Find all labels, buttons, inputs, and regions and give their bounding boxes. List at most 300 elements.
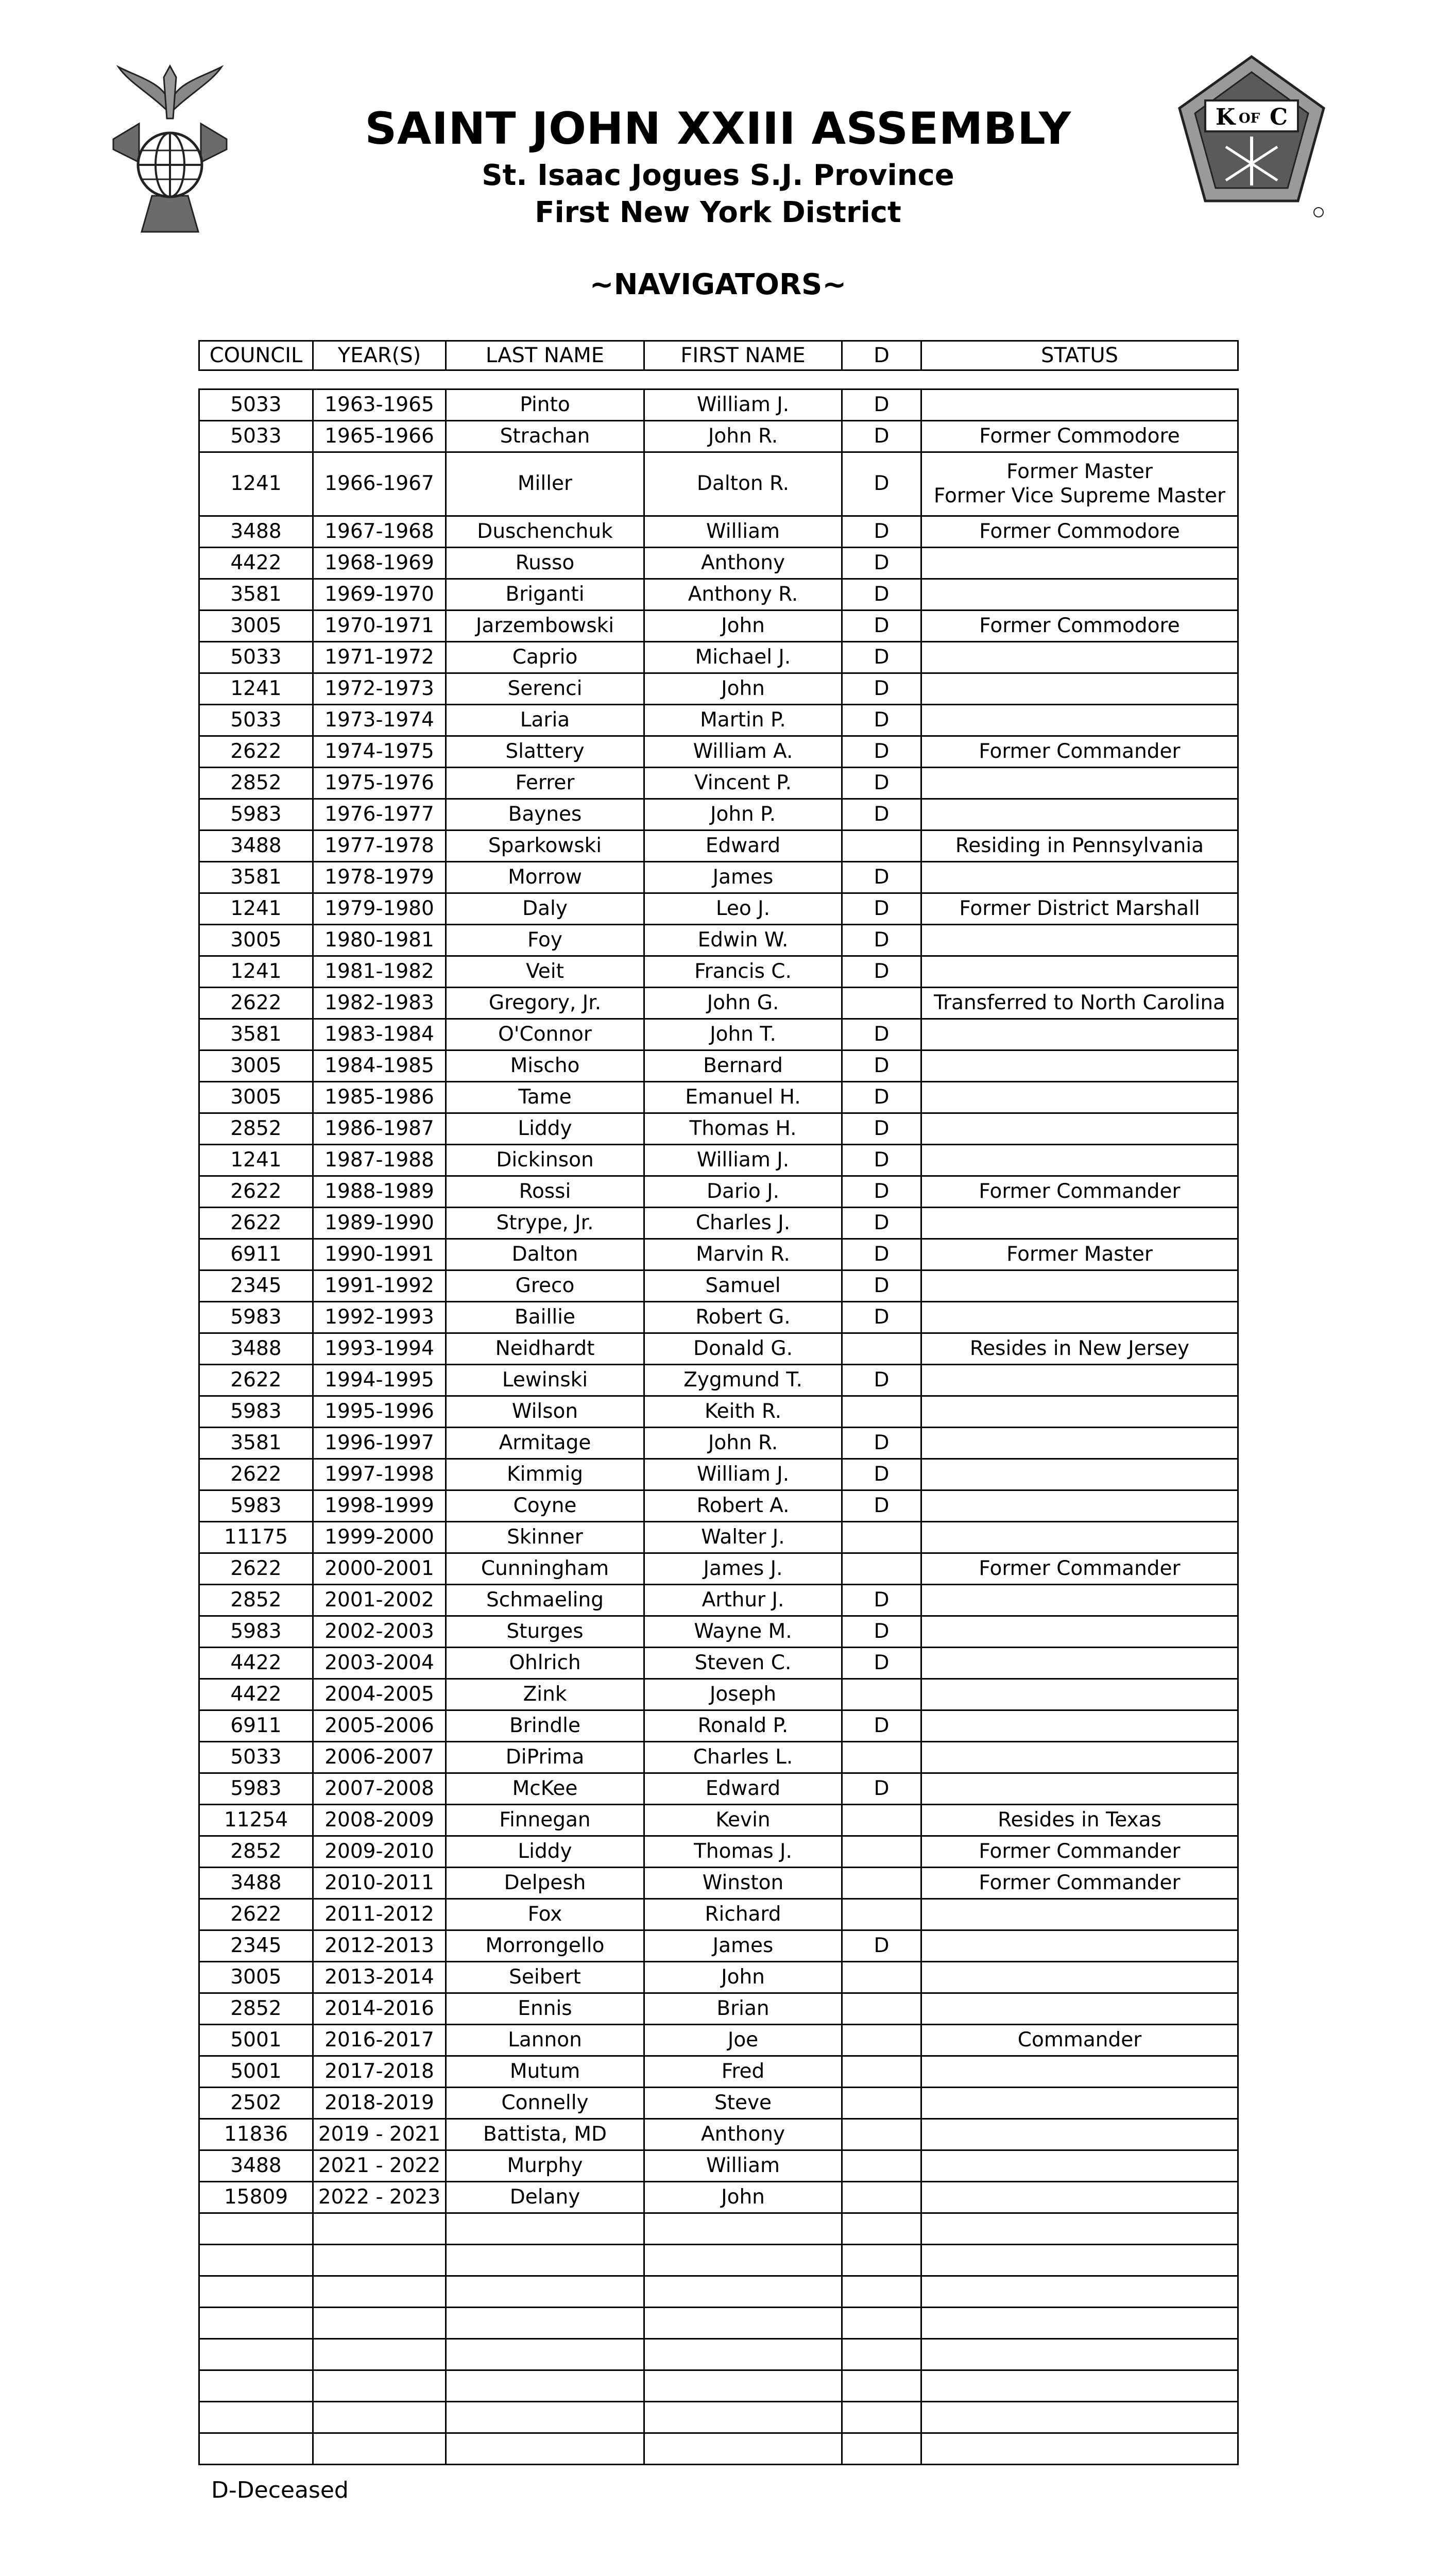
cell-council: 2852 bbox=[199, 768, 313, 799]
cell-council: 2345 bbox=[199, 1930, 313, 1962]
cell-years: 2001-2002 bbox=[313, 1585, 446, 1616]
cell-status bbox=[921, 2370, 1238, 2402]
cell-status bbox=[921, 2245, 1238, 2276]
cell-council: 5983 bbox=[199, 1396, 313, 1428]
cell-deceased bbox=[842, 2025, 921, 2056]
cell-last-name: Tame bbox=[446, 1082, 644, 1113]
cell-status bbox=[921, 579, 1238, 611]
cell-years: 1976-1977 bbox=[313, 799, 446, 831]
cell-last-name: Rossi bbox=[446, 1176, 644, 1208]
cell-last-name bbox=[446, 2402, 644, 2433]
cell-deceased bbox=[842, 1679, 921, 1710]
table-row bbox=[199, 2370, 1238, 2402]
cell-years: 2000-2001 bbox=[313, 1553, 446, 1585]
cell-last-name: Serenci bbox=[446, 673, 644, 705]
cell-years: 1987-1988 bbox=[313, 1145, 446, 1176]
table-row bbox=[199, 1082, 1238, 1113]
cell-deceased: D bbox=[842, 1050, 921, 1082]
cell-last-name: O'Connor bbox=[446, 1019, 644, 1050]
cell-status: Former District Marshall bbox=[921, 893, 1238, 925]
table-row bbox=[199, 1113, 1238, 1145]
cell-deceased: D bbox=[842, 862, 921, 893]
emblem-letter-of: OF bbox=[1239, 111, 1260, 126]
cell-last-name: Dalton bbox=[446, 1239, 644, 1270]
cell-status: Former Commodore bbox=[921, 516, 1238, 548]
table-row bbox=[199, 389, 1238, 421]
table-row bbox=[199, 1836, 1238, 1868]
cell-last-name: Pinto bbox=[446, 389, 644, 421]
cell-first-name: Donald G. bbox=[644, 1333, 842, 1365]
cell-council: 11254 bbox=[199, 1805, 313, 1836]
cell-first-name: Wayne M. bbox=[644, 1616, 842, 1648]
cell-last-name: Gregory, Jr. bbox=[446, 988, 644, 1019]
table-row bbox=[199, 736, 1238, 768]
cell-status bbox=[921, 2308, 1238, 2339]
cell-status bbox=[921, 1585, 1238, 1616]
cell-last-name: Liddy bbox=[446, 1836, 644, 1868]
cell-years bbox=[313, 2213, 446, 2245]
cell-first-name: Edward bbox=[644, 1773, 842, 1805]
cell-council: 3005 bbox=[199, 1082, 313, 1113]
cell-status: Former Commander bbox=[921, 1836, 1238, 1868]
cell-first-name: Richard bbox=[644, 1899, 842, 1930]
cell-status bbox=[921, 1428, 1238, 1459]
cell-last-name bbox=[446, 2276, 644, 2308]
cell-council: 2345 bbox=[199, 1270, 313, 1302]
table-row bbox=[199, 1805, 1238, 1836]
cell-first-name: Brian bbox=[644, 1993, 842, 2025]
table-row bbox=[199, 925, 1238, 956]
table-row bbox=[199, 2150, 1238, 2182]
cell-years: 2010-2011 bbox=[313, 1868, 446, 1899]
cell-first-name: Robert G. bbox=[644, 1302, 842, 1333]
table-row bbox=[199, 1239, 1238, 1270]
cell-years: 2016-2017 bbox=[313, 2025, 446, 2056]
cell-status: Former Commander bbox=[921, 1176, 1238, 1208]
cell-status bbox=[921, 1962, 1238, 1993]
cell-deceased bbox=[842, 2339, 921, 2370]
cell-last-name: Armitage bbox=[446, 1428, 644, 1459]
cell-last-name: McKee bbox=[446, 1773, 644, 1805]
table-row bbox=[199, 2433, 1238, 2465]
table-row bbox=[199, 1270, 1238, 1302]
section-heading: ~NAVIGATORS~ bbox=[589, 268, 847, 301]
cell-first-name: Zygmund T. bbox=[644, 1365, 842, 1396]
district-subtitle: First New York District bbox=[535, 196, 901, 229]
cell-first-name: John T. bbox=[644, 1019, 842, 1050]
cell-last-name: Ferrer bbox=[446, 768, 644, 799]
cell-status bbox=[921, 1365, 1238, 1396]
table-row bbox=[199, 611, 1238, 642]
cell-years bbox=[313, 2402, 446, 2433]
table-row bbox=[199, 2339, 1238, 2370]
cell-status bbox=[921, 1930, 1238, 1962]
table-row bbox=[199, 1868, 1238, 1899]
cell-last-name: Baillie bbox=[446, 1302, 644, 1333]
cell-last-name: Sparkowski bbox=[446, 831, 644, 862]
cell-council: 2852 bbox=[199, 1585, 313, 1616]
cell-first-name bbox=[644, 2213, 842, 2245]
cell-status bbox=[921, 2119, 1238, 2150]
cell-years: 1980-1981 bbox=[313, 925, 446, 956]
table-row bbox=[199, 1710, 1238, 1742]
cell-first-name: Vincent P. bbox=[644, 768, 842, 799]
cell-status: Residing in Pennsylvania bbox=[921, 831, 1238, 862]
cell-status bbox=[921, 1459, 1238, 1490]
cell-council: 2622 bbox=[199, 1208, 313, 1239]
cell-council: 3581 bbox=[199, 1019, 313, 1050]
cell-last-name: Delpesh bbox=[446, 1868, 644, 1899]
cell-last-name: Briganti bbox=[446, 579, 644, 611]
cell-status bbox=[921, 1082, 1238, 1113]
cell-council: 5033 bbox=[199, 705, 313, 736]
cell-last-name bbox=[446, 2339, 644, 2370]
table-row bbox=[199, 831, 1238, 862]
cell-council: 1241 bbox=[199, 673, 313, 705]
cell-years: 2018-2019 bbox=[313, 2088, 446, 2119]
table-row bbox=[199, 1773, 1238, 1805]
cell-first-name bbox=[644, 2276, 842, 2308]
cell-status bbox=[921, 1679, 1238, 1710]
cell-last-name bbox=[446, 2308, 644, 2339]
cell-years: 2014-2016 bbox=[313, 1993, 446, 2025]
cell-deceased: D bbox=[842, 1459, 921, 1490]
cell-first-name: William bbox=[644, 2150, 842, 2182]
table-row bbox=[199, 1962, 1238, 1993]
table-row bbox=[199, 1208, 1238, 1239]
cell-status bbox=[921, 1899, 1238, 1930]
cell-years bbox=[313, 2370, 446, 2402]
navigators-table bbox=[198, 388, 1239, 2465]
cell-last-name: Coyne bbox=[446, 1490, 644, 1522]
cell-deceased bbox=[842, 2308, 921, 2339]
cell-years: 2013-2014 bbox=[313, 1962, 446, 1993]
table-row bbox=[199, 1333, 1238, 1365]
cell-status bbox=[921, 1019, 1238, 1050]
cell-years: 1973-1974 bbox=[313, 705, 446, 736]
cell-deceased bbox=[842, 1868, 921, 1899]
cell-first-name bbox=[644, 2402, 842, 2433]
cell-first-name bbox=[644, 2339, 842, 2370]
cell-last-name: Baynes bbox=[446, 799, 644, 831]
cell-status bbox=[921, 673, 1238, 705]
cell-last-name: Laria bbox=[446, 705, 644, 736]
cell-status: Former Commodore bbox=[921, 421, 1238, 452]
cell-status: Former Commander bbox=[921, 1868, 1238, 1899]
cell-years bbox=[313, 2339, 446, 2370]
cell-council bbox=[199, 2276, 313, 2308]
cell-years: 1997-1998 bbox=[313, 1459, 446, 1490]
cell-last-name: Jarzembowski bbox=[446, 611, 644, 642]
cell-council: 3005 bbox=[199, 1050, 313, 1082]
cell-council bbox=[199, 2370, 313, 2402]
table-row bbox=[199, 1490, 1238, 1522]
table-row bbox=[199, 1428, 1238, 1459]
cell-council: 3581 bbox=[199, 579, 313, 611]
cell-council: 11175 bbox=[199, 1522, 313, 1553]
cell-last-name bbox=[446, 2245, 644, 2276]
cell-last-name: Strachan bbox=[446, 421, 644, 452]
cell-first-name: Martin P. bbox=[644, 705, 842, 736]
cell-deceased: D bbox=[842, 516, 921, 548]
table-row bbox=[199, 2025, 1238, 2056]
cell-last-name: Mutum bbox=[446, 2056, 644, 2088]
table-row bbox=[199, 579, 1238, 611]
cell-last-name: Ennis bbox=[446, 1993, 644, 2025]
cell-last-name: Connelly bbox=[446, 2088, 644, 2119]
cell-status bbox=[921, 1773, 1238, 1805]
cell-council bbox=[199, 2213, 313, 2245]
cell-first-name: Samuel bbox=[644, 1270, 842, 1302]
cell-council: 1241 bbox=[199, 1145, 313, 1176]
cell-last-name: Mischo bbox=[446, 1050, 644, 1082]
table-row bbox=[199, 1522, 1238, 1553]
cell-first-name: Keith R. bbox=[644, 1396, 842, 1428]
cell-last-name: Ohlrich bbox=[446, 1648, 644, 1679]
cell-first-name: Charles L. bbox=[644, 1742, 842, 1773]
cell-years: 1998-1999 bbox=[313, 1490, 446, 1522]
cell-first-name: John bbox=[644, 673, 842, 705]
cell-deceased bbox=[842, 2182, 921, 2213]
cell-years bbox=[313, 2308, 446, 2339]
cell-first-name: Emanuel H. bbox=[644, 1082, 842, 1113]
cell-deceased: D bbox=[842, 548, 921, 579]
cell-last-name: Dickinson bbox=[446, 1145, 644, 1176]
cell-deceased bbox=[842, 1742, 921, 1773]
cell-status bbox=[921, 956, 1238, 988]
cell-status bbox=[921, 1490, 1238, 1522]
cell-status bbox=[921, 389, 1238, 421]
cell-status bbox=[921, 768, 1238, 799]
cell-council: 5983 bbox=[199, 1616, 313, 1648]
table-row bbox=[199, 2119, 1238, 2150]
cell-status bbox=[921, 642, 1238, 673]
cell-deceased bbox=[842, 2150, 921, 2182]
cell-deceased bbox=[842, 831, 921, 862]
cell-years: 1975-1976 bbox=[313, 768, 446, 799]
cell-status bbox=[921, 1648, 1238, 1679]
cell-years: 2017-2018 bbox=[313, 2056, 446, 2088]
cell-first-name: Bernard bbox=[644, 1050, 842, 1082]
cell-first-name: John bbox=[644, 1962, 842, 1993]
cell-deceased: D bbox=[842, 1648, 921, 1679]
cell-last-name: Kimmig bbox=[446, 1459, 644, 1490]
cell-first-name: John R. bbox=[644, 421, 842, 452]
cell-council bbox=[199, 2245, 313, 2276]
cell-status bbox=[921, 2402, 1238, 2433]
cell-council: 3005 bbox=[199, 925, 313, 956]
cell-years: 1986-1987 bbox=[313, 1113, 446, 1145]
cell-deceased bbox=[842, 2276, 921, 2308]
cell-council: 2622 bbox=[199, 1365, 313, 1396]
cell-council: 3581 bbox=[199, 1428, 313, 1459]
cell-first-name: Robert A. bbox=[644, 1490, 842, 1522]
header-deceased: D bbox=[842, 341, 921, 370]
cell-last-name: Greco bbox=[446, 1270, 644, 1302]
cell-years: 1996-1997 bbox=[313, 1428, 446, 1459]
cell-last-name: Morrow bbox=[446, 862, 644, 893]
cell-status bbox=[921, 1050, 1238, 1082]
cell-last-name: Fox bbox=[446, 1899, 644, 1930]
cell-last-name: Lewinski bbox=[446, 1365, 644, 1396]
table-row bbox=[199, 1616, 1238, 1648]
cell-first-name: James bbox=[644, 1930, 842, 1962]
cell-first-name: Edwin W. bbox=[644, 925, 842, 956]
cell-last-name bbox=[446, 2433, 644, 2465]
cell-first-name: Edward bbox=[644, 831, 842, 862]
cell-status bbox=[921, 1742, 1238, 1773]
cell-first-name: Francis C. bbox=[644, 956, 842, 988]
cell-council: 3488 bbox=[199, 831, 313, 862]
cell-deceased: D bbox=[842, 1176, 921, 1208]
cell-first-name: Anthony R. bbox=[644, 579, 842, 611]
cell-first-name: John bbox=[644, 2182, 842, 2213]
cell-years: 1988-1989 bbox=[313, 1176, 446, 1208]
cell-council: 3488 bbox=[199, 1868, 313, 1899]
cell-first-name: Walter J. bbox=[644, 1522, 842, 1553]
cell-last-name: DiPrima bbox=[446, 1742, 644, 1773]
cell-deceased: D bbox=[842, 579, 921, 611]
cell-council: 2852 bbox=[199, 1993, 313, 2025]
cell-deceased bbox=[842, 2402, 921, 2433]
cell-deceased: D bbox=[842, 389, 921, 421]
cell-council: 4422 bbox=[199, 1679, 313, 1710]
navigators-table-body bbox=[199, 389, 1238, 2465]
table-row bbox=[199, 2308, 1238, 2339]
cell-council: 3581 bbox=[199, 862, 313, 893]
cell-years: 2004-2005 bbox=[313, 1679, 446, 1710]
cell-deceased: D bbox=[842, 1490, 921, 1522]
cell-years: 1991-1992 bbox=[313, 1270, 446, 1302]
cell-deceased bbox=[842, 1333, 921, 1365]
table-row bbox=[199, 1742, 1238, 1773]
cell-last-name: Finnegan bbox=[446, 1805, 644, 1836]
cell-last-name: Skinner bbox=[446, 1522, 644, 1553]
table-row bbox=[199, 1459, 1238, 1490]
cell-years: 1992-1993 bbox=[313, 1302, 446, 1333]
cell-council: 5983 bbox=[199, 1490, 313, 1522]
table-row bbox=[199, 2276, 1238, 2308]
cell-council: 2622 bbox=[199, 1899, 313, 1930]
cell-status bbox=[921, 1616, 1238, 1648]
cell-first-name: Kevin bbox=[644, 1805, 842, 1836]
table-row bbox=[199, 2402, 1238, 2433]
cell-deceased bbox=[842, 2056, 921, 2088]
table-row bbox=[199, 1145, 1238, 1176]
cell-first-name: Fred bbox=[644, 2056, 842, 2088]
table-row bbox=[199, 1365, 1238, 1396]
cell-status bbox=[921, 2339, 1238, 2370]
cell-deceased: D bbox=[842, 1710, 921, 1742]
cell-first-name: Steven C. bbox=[644, 1648, 842, 1679]
table-row bbox=[199, 2056, 1238, 2088]
table-row bbox=[199, 1899, 1238, 1930]
table-row bbox=[199, 1993, 1238, 2025]
cell-first-name: Joseph bbox=[644, 1679, 842, 1710]
cell-years: 1985-1986 bbox=[313, 1082, 446, 1113]
cell-deceased bbox=[842, 1836, 921, 1868]
cell-last-name: Battista, MD bbox=[446, 2119, 644, 2150]
cell-last-name: Murphy bbox=[446, 2150, 644, 2182]
cell-first-name: William J. bbox=[644, 389, 842, 421]
cell-last-name: Schmaeling bbox=[446, 1585, 644, 1616]
cell-years: 1972-1973 bbox=[313, 673, 446, 705]
cell-last-name: Russo bbox=[446, 548, 644, 579]
cell-status bbox=[921, 1270, 1238, 1302]
header-status: STATUS bbox=[921, 341, 1238, 370]
table-row bbox=[199, 2245, 1238, 2276]
cell-first-name bbox=[644, 2245, 842, 2276]
cell-last-name: Veit bbox=[446, 956, 644, 988]
cell-council: 2622 bbox=[199, 988, 313, 1019]
cell-status bbox=[921, 2182, 1238, 2213]
table-row bbox=[199, 548, 1238, 579]
cell-deceased: D bbox=[842, 1930, 921, 1962]
province-subtitle: St. Isaac Jogues S.J. Province bbox=[482, 159, 954, 192]
cell-years: 2009-2010 bbox=[313, 1836, 446, 1868]
cell-deceased: D bbox=[842, 1239, 921, 1270]
cell-deceased bbox=[842, 2433, 921, 2465]
cell-last-name: Morrongello bbox=[446, 1930, 644, 1962]
cell-years: 1999-2000 bbox=[313, 1522, 446, 1553]
cell-first-name: John G. bbox=[644, 988, 842, 1019]
cell-first-name: Michael J. bbox=[644, 642, 842, 673]
table-row bbox=[199, 1679, 1238, 1710]
emblem-letter-c: C bbox=[1270, 104, 1288, 130]
table-row bbox=[199, 705, 1238, 736]
cell-first-name bbox=[644, 2308, 842, 2339]
cell-council: 5033 bbox=[199, 1742, 313, 1773]
table-row bbox=[199, 1648, 1238, 1679]
cell-status bbox=[921, 2088, 1238, 2119]
emblem-letter-k: K bbox=[1216, 104, 1236, 130]
cell-council: 5033 bbox=[199, 642, 313, 673]
cell-council: 4422 bbox=[199, 1648, 313, 1679]
cell-status bbox=[921, 2213, 1238, 2245]
cell-council: 6911 bbox=[199, 1239, 313, 1270]
cell-years: 1971-1972 bbox=[313, 642, 446, 673]
cell-years: 2007-2008 bbox=[313, 1773, 446, 1805]
cell-first-name: Thomas H. bbox=[644, 1113, 842, 1145]
cell-deceased: D bbox=[842, 1428, 921, 1459]
cell-status: Former Master bbox=[921, 1239, 1238, 1270]
table-row bbox=[199, 1302, 1238, 1333]
cell-deceased: D bbox=[842, 705, 921, 736]
cell-years bbox=[313, 2433, 446, 2465]
cell-status bbox=[921, 2276, 1238, 2308]
cell-deceased bbox=[842, 1993, 921, 2025]
cell-first-name: Dario J. bbox=[644, 1176, 842, 1208]
header-row bbox=[199, 341, 1238, 370]
cell-status bbox=[921, 1522, 1238, 1553]
cell-deceased bbox=[842, 2213, 921, 2245]
cell-years: 1995-1996 bbox=[313, 1396, 446, 1428]
header-last-name: LAST NAME bbox=[446, 341, 644, 370]
cell-first-name: William bbox=[644, 516, 842, 548]
cell-last-name: Sturges bbox=[446, 1616, 644, 1648]
cell-council: 1241 bbox=[199, 956, 313, 988]
table-row bbox=[199, 893, 1238, 925]
cell-years: 1982-1983 bbox=[313, 988, 446, 1019]
cell-council: 3005 bbox=[199, 1962, 313, 1993]
cell-status: Former Commander bbox=[921, 1553, 1238, 1585]
cell-last-name: Cunningham bbox=[446, 1553, 644, 1585]
cell-last-name: Daly bbox=[446, 893, 644, 925]
cell-status bbox=[921, 548, 1238, 579]
cell-deceased: D bbox=[842, 1019, 921, 1050]
cell-deceased bbox=[842, 1522, 921, 1553]
cell-deceased: D bbox=[842, 893, 921, 925]
